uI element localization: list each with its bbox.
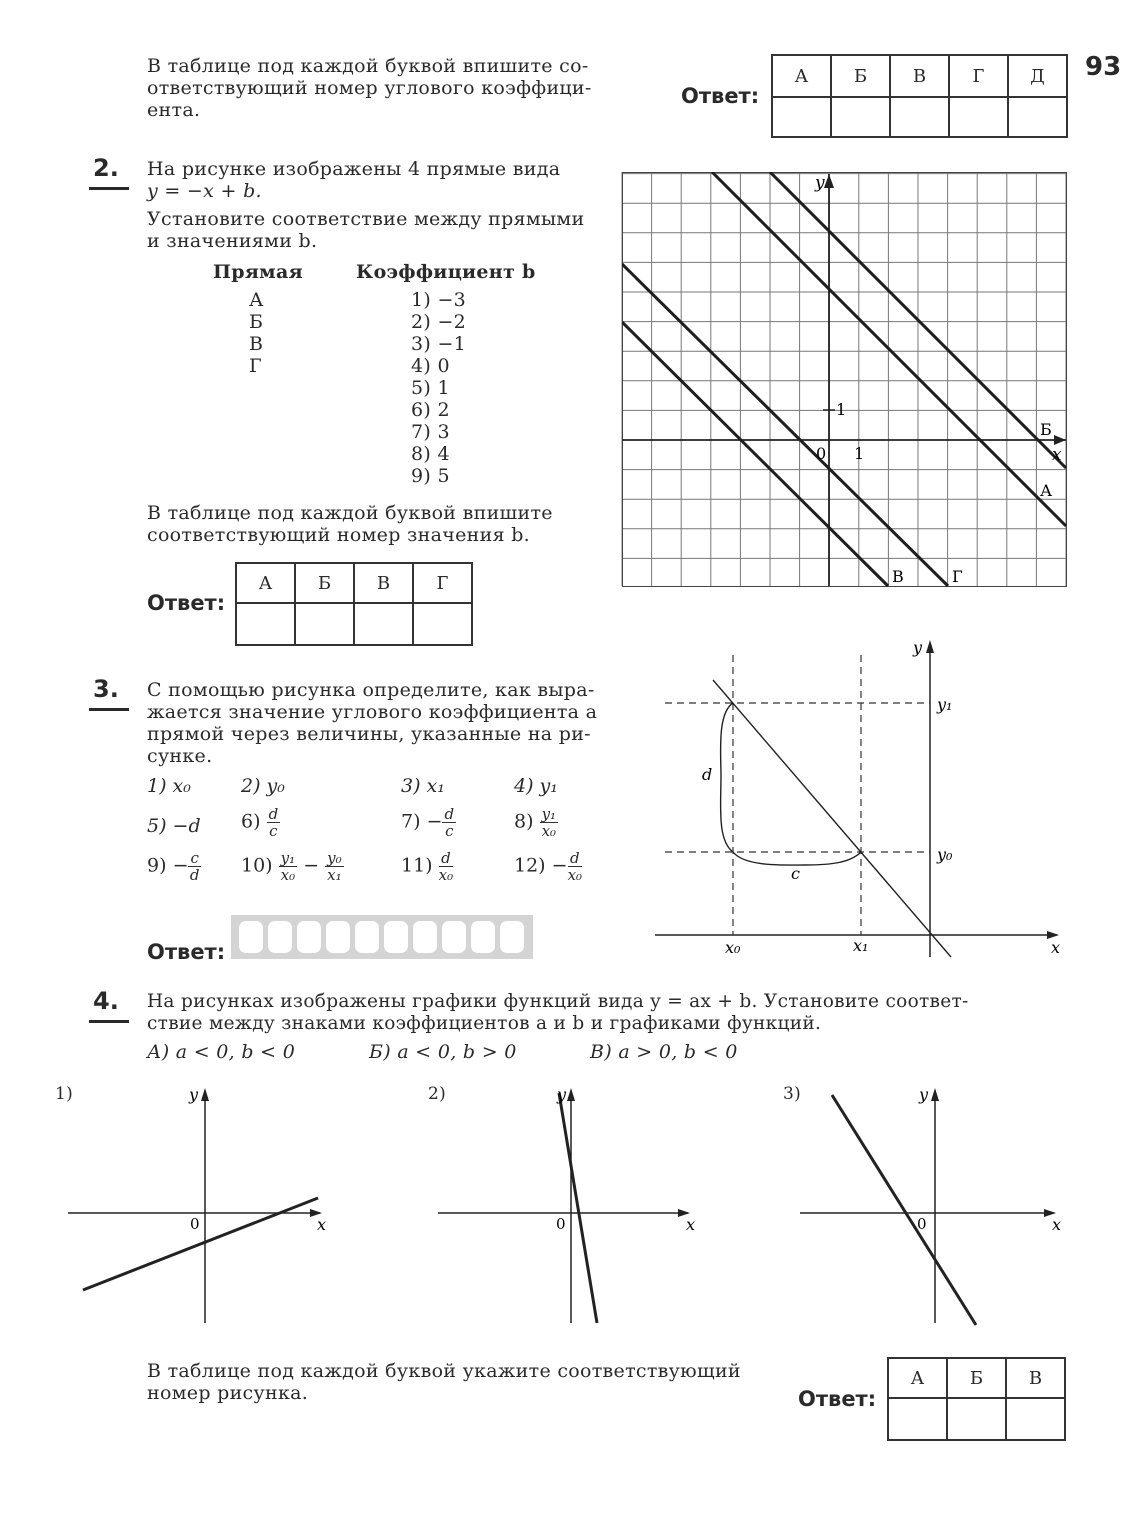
- answer-cell[interactable]: [413, 921, 437, 953]
- answer-cell[interactable]: [326, 921, 350, 953]
- coef-item: 8) 4: [411, 443, 450, 465]
- graph3-number: 3): [783, 1084, 802, 1104]
- answer-cell[interactable]: [772, 97, 831, 137]
- task2-instruction-line: В таблице под каждой буквой впишите: [147, 502, 553, 524]
- choice-11-num: 11): [401, 854, 433, 877]
- task3-line: прямой через величины, указанные на ри-: [147, 723, 591, 745]
- fraction: $\frac{\text{y₁}}{\text{x₀}}$: [541, 805, 557, 840]
- answer-cell[interactable]: [949, 97, 1008, 137]
- answer-cell[interactable]: [500, 921, 524, 953]
- y-axis-arrow: [567, 1088, 575, 1101]
- fraction: $\frac{\text{y₁}}{\text{x₀}}$: [280, 849, 296, 884]
- line-v: [622, 322, 888, 586]
- y-axis-arrow: [824, 174, 834, 188]
- graph-d-label: d: [702, 765, 713, 784]
- choice-9-num: 9): [147, 854, 167, 877]
- choice-5: 5) −d: [147, 815, 201, 837]
- coef-item: 5) 1: [411, 377, 450, 399]
- choice-12: 12) − $\frac{d}{\text{x₀}}$: [514, 849, 583, 884]
- task2-col-line: Прямая: [213, 261, 303, 283]
- task4-option-a: А) a < 0, b < 0: [147, 1041, 296, 1063]
- task2-line: и значениями b.: [147, 230, 318, 252]
- graph-y-label: y: [913, 638, 923, 657]
- answer-header: Г: [949, 55, 1008, 97]
- answer-cell[interactable]: [888, 1398, 947, 1440]
- graph2-number: 2): [428, 1084, 447, 1104]
- answer-header: А: [236, 563, 295, 603]
- top-instruction-line: ответствующий номер углового коэффици-: [147, 77, 592, 99]
- graph-x-label: x: [1052, 445, 1062, 465]
- answer-header: Д: [1008, 55, 1067, 97]
- top-answer-label: Ответ:: [681, 84, 760, 108]
- page-number: 93: [1085, 52, 1122, 82]
- main-line: [713, 680, 951, 957]
- task2-instruction-line: соответствующий номер значения b.: [147, 524, 531, 546]
- choice-6-num: 6): [241, 810, 261, 833]
- answer-cell[interactable]: [413, 603, 472, 645]
- graph-c-label: c: [791, 864, 800, 883]
- fraction: $\frac{\text{y₀}}{\text{x₁}}$: [327, 849, 342, 884]
- line-label-g: Г: [952, 567, 963, 586]
- function-line: [832, 1095, 976, 1325]
- graph-y0-label: y₀: [937, 845, 953, 864]
- task2-text: [147, 158, 584, 252]
- task2-formula: y = −x + b.: [147, 180, 262, 202]
- answer-cell[interactable]: [442, 921, 466, 953]
- task3-text: [147, 679, 597, 767]
- task3-line: С помощью рисунка определите, как выра-: [147, 679, 595, 701]
- task4-graph-2: [438, 1085, 718, 1325]
- fraction: $\frac{d}{\text{x₀}}$: [438, 849, 454, 884]
- top-answer-table: [771, 54, 1068, 138]
- task2-answer-label: Ответ:: [147, 591, 226, 615]
- y-axis-arrow: [201, 1088, 209, 1101]
- choice-12-num: 12): [514, 854, 546, 877]
- task2-answer-table: [235, 562, 473, 646]
- choice-8: [514, 806, 558, 839]
- choice-6: [241, 806, 280, 839]
- answer-cell[interactable]: [354, 603, 413, 645]
- task2-col-coef: Коэффициент b: [356, 261, 536, 283]
- answer-cell[interactable]: [295, 603, 354, 645]
- coef-item: 4) 0: [411, 355, 450, 377]
- line-g: [622, 264, 948, 586]
- answer-header: А: [772, 55, 831, 97]
- top-instruction-line: В таблице под каждой буквой впишите со-: [147, 55, 589, 77]
- task2-line: Установите соответствие между прямыми: [147, 208, 585, 230]
- origin-label: 0: [917, 1215, 927, 1233]
- origin-label: 0: [556, 1215, 566, 1233]
- choice-7-num: 7): [401, 810, 421, 833]
- graph-origin-label: 0: [816, 444, 827, 463]
- answer-cell[interactable]: [471, 921, 495, 953]
- fraction: $\frac{d}{c}$: [268, 805, 279, 840]
- answer-header: Б: [295, 563, 354, 603]
- task4-answer-table: [887, 1357, 1066, 1441]
- choice-10-num: 10): [241, 854, 273, 877]
- fraction: $\frac{d}{\text{x₀}}$: [567, 849, 583, 884]
- answer-cell[interactable]: [236, 603, 295, 645]
- task2-instruction: [147, 502, 553, 546]
- task3-graph: [655, 635, 1075, 965]
- x-label: x: [1052, 1215, 1062, 1234]
- graph-x-label: x: [1051, 938, 1061, 957]
- answer-cell[interactable]: [947, 1398, 1006, 1440]
- task2-graph: [622, 172, 1068, 592]
- choice-8-num: 8): [514, 810, 534, 833]
- graph1-number: 1): [55, 1084, 74, 1104]
- task3-line: жается значение углового коэффициента a: [147, 701, 598, 723]
- answer-header: Г: [413, 563, 472, 603]
- answer-cell[interactable]: [890, 97, 949, 137]
- x-axis-arrow: [1054, 435, 1066, 445]
- task4-line: ствие между знаками коэффициентов a и b и графиками функций.: [147, 1013, 822, 1034]
- answer-header: Б: [831, 55, 890, 97]
- line-label-v: В: [892, 567, 904, 586]
- line-label-a: А: [1040, 481, 1053, 500]
- x-label: x: [686, 1215, 696, 1234]
- task4-option-v: В) a > 0, b < 0: [590, 1041, 738, 1063]
- choice-2: 2) y₀: [241, 775, 285, 797]
- y-axis-arrow: [926, 640, 934, 653]
- graph-x1-label: x₁: [853, 936, 869, 955]
- task2-line: На рисунке изображены 4 прямые вида: [147, 158, 561, 180]
- task4-option-b: Б) a < 0, b > 0: [369, 1041, 517, 1063]
- line-letter: Г: [249, 355, 262, 377]
- line-letter: Б: [249, 311, 264, 333]
- y-axis-arrow: [931, 1088, 939, 1101]
- coef-item: 2) −2: [411, 311, 467, 333]
- task4-graph-1: [68, 1085, 348, 1325]
- task4-line: На рисунках изображены графики функций вида y = ax + b. Установите соответ-: [147, 991, 969, 1012]
- answer-cell[interactable]: [268, 921, 292, 953]
- answer-cell[interactable]: [355, 921, 379, 953]
- y-label: y: [919, 1085, 929, 1104]
- top-instruction-line: ента.: [147, 99, 201, 121]
- fraction: $\frac{c}{d}$: [189, 849, 200, 884]
- task4-instruction-line: номер рисунка.: [147, 1382, 309, 1404]
- task4-instruction-line: В таблице под каждой буквой укажите соответствующий: [147, 1360, 741, 1382]
- choice-10: 10) $\frac{\text{y₁}}{\text{x₀}}$ − $\frac{\text{y₀}}{\text{x₁}}$: [241, 849, 342, 884]
- answer-header: Б: [947, 1358, 1006, 1398]
- graph-unit-y-label: 1: [836, 400, 847, 419]
- task4-text: [147, 991, 969, 1035]
- task2-coefficients: [411, 289, 466, 487]
- choice-11: [401, 850, 453, 883]
- choice-1: 1) x₀: [147, 775, 191, 797]
- graph-frame: [623, 173, 1067, 587]
- task4-instruction: [147, 1360, 741, 1404]
- fraction: $\frac{d}{c}$: [444, 805, 455, 840]
- answer-cell[interactable]: [1006, 1398, 1065, 1440]
- answer-header: А: [888, 1358, 947, 1398]
- coef-item: 3) −1: [411, 333, 467, 355]
- choice-7: 7) − $\frac{d}{c}$: [401, 805, 455, 840]
- task2-letters: [249, 289, 264, 377]
- answer-header: В: [1006, 1358, 1065, 1398]
- origin-label: 0: [190, 1215, 200, 1233]
- graph-x0-label: x₀: [725, 938, 741, 957]
- x-label: x: [317, 1215, 327, 1234]
- answer-header: В: [890, 55, 949, 97]
- line-label-b: Б: [1040, 420, 1052, 439]
- graph-unit-x-label: 1: [854, 444, 865, 463]
- answer-cell[interactable]: [1008, 97, 1067, 137]
- task3-answer-label: Ответ:: [147, 940, 226, 964]
- task3-line: сунке.: [147, 745, 213, 767]
- task4-number: 4.: [93, 987, 119, 1015]
- line-letter: А: [249, 289, 264, 311]
- answer-cell[interactable]: [831, 97, 890, 137]
- task3-number: 3.: [93, 675, 119, 703]
- choice-3: 3) x₁: [401, 775, 445, 797]
- answer-cell[interactable]: [384, 921, 408, 953]
- y-label: y: [189, 1085, 199, 1104]
- task2-number: 2.: [93, 154, 119, 182]
- top-instruction: [147, 55, 592, 121]
- coef-item: 6) 2: [411, 399, 450, 421]
- function-line: [83, 1198, 318, 1290]
- graph-y1-label: y₁: [937, 695, 953, 714]
- answer-header: В: [354, 563, 413, 603]
- answer-cell[interactable]: [297, 921, 321, 953]
- choice-9: 9) − $\frac{c}{d}$: [147, 849, 200, 884]
- answer-cell[interactable]: [239, 921, 263, 953]
- coef-item: 9) 5: [411, 465, 450, 487]
- y-label: y: [557, 1085, 567, 1104]
- brace-d: [721, 703, 733, 852]
- coef-item: 1) −3: [411, 289, 467, 311]
- task3-answer-box[interactable]: [231, 915, 533, 959]
- function-line: [559, 1093, 597, 1323]
- graph-y-label: y: [815, 173, 825, 193]
- task4-graph-3: [800, 1085, 1080, 1325]
- line-a: [712, 172, 1066, 526]
- choice-4: 4) y₁: [514, 775, 558, 797]
- coef-item: 7) 3: [411, 421, 450, 443]
- task4-answer-label: Ответ:: [798, 1387, 877, 1411]
- line-letter: В: [249, 333, 264, 355]
